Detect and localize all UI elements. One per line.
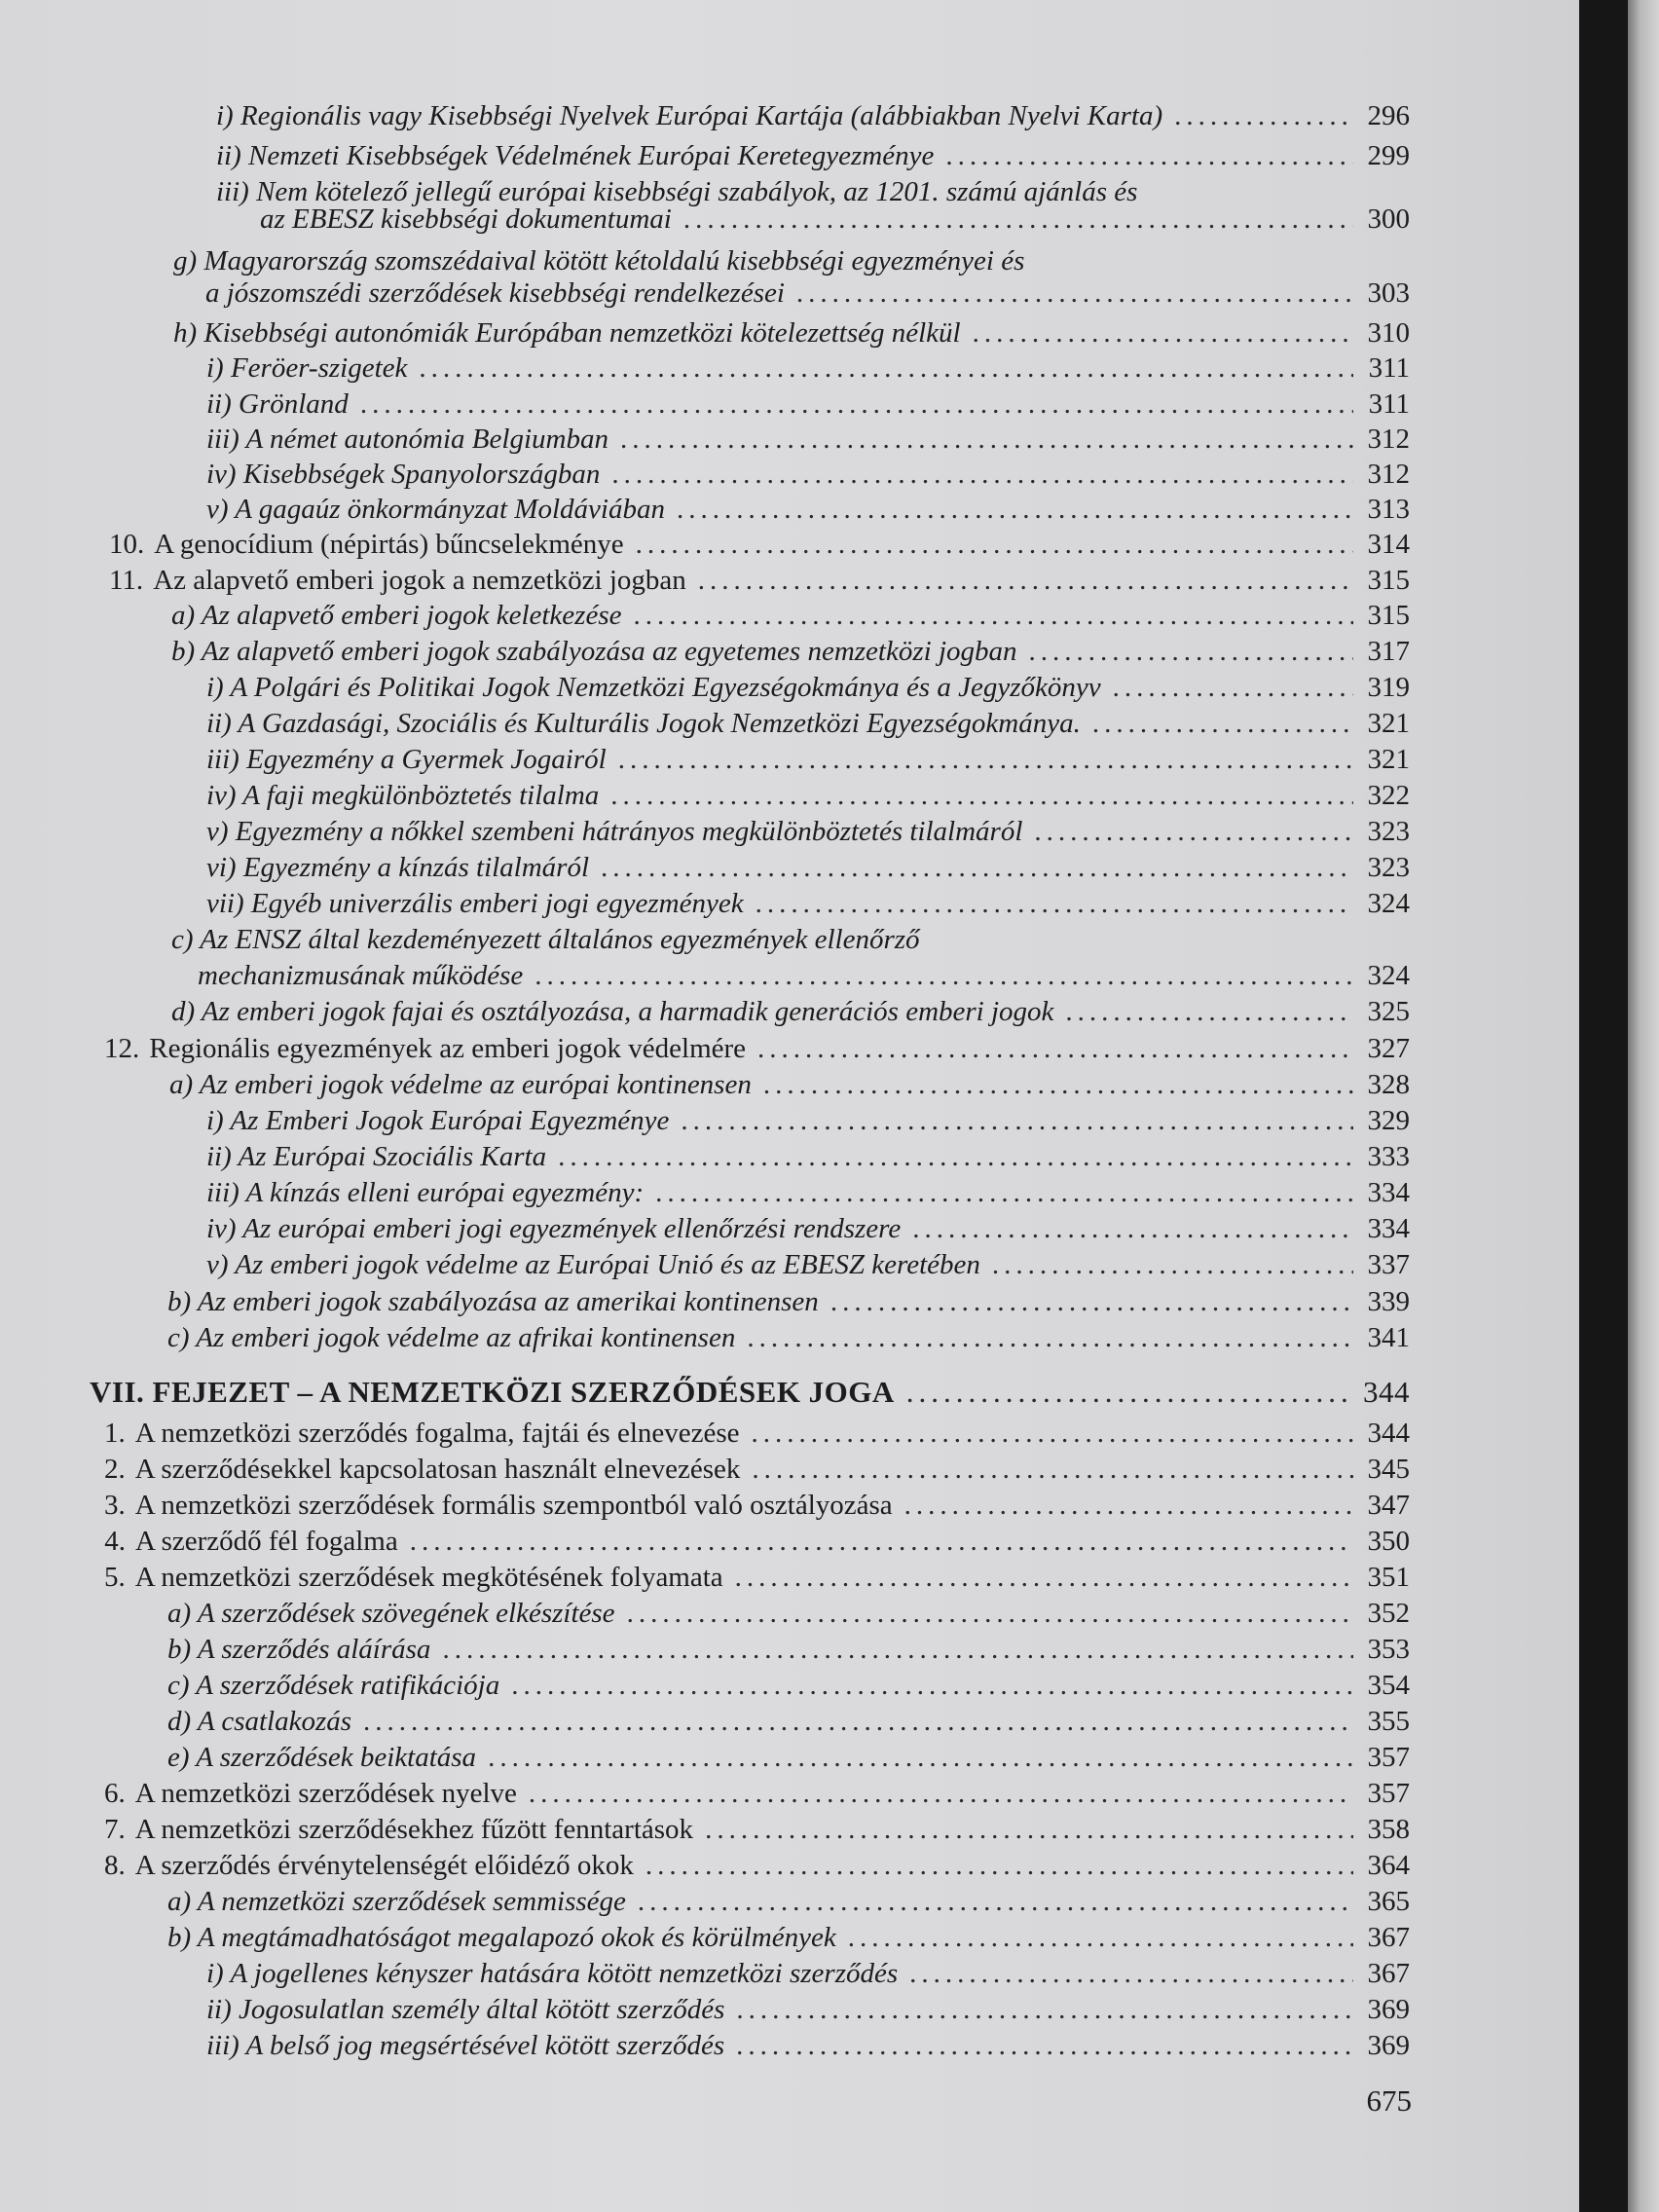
dot-leader [836, 1921, 1353, 1954]
chapter-heading [90, 1376, 1410, 1409]
toc-entry-title: A nemzetközi szerződések formális szempontból való osztályozása [134, 1490, 893, 1521]
toc-entry-page: 323 [1367, 816, 1410, 847]
toc-entry-page: 328 [1367, 1069, 1410, 1100]
dot-leader [1162, 99, 1353, 132]
toc-entry-title: A genocídium (népirtás) bűncselekménye [154, 529, 624, 560]
toc-entry-title: A nemzetközi szerződések nyelve [134, 1778, 517, 1809]
toc-entry [171, 995, 1410, 1028]
dot-leader [1053, 995, 1353, 1028]
dot-leader [898, 1957, 1353, 1990]
dot-leader [622, 599, 1354, 632]
toc-entry-page: 329 [1367, 1105, 1410, 1136]
toc-entry-page: 321 [1367, 708, 1410, 739]
toc-entry-title: iii) A német autonómia Belgiumban [206, 424, 608, 455]
toc-entry-page: 334 [1367, 1213, 1410, 1244]
dot-leader [589, 851, 1353, 884]
toc-entry-page: 369 [1367, 2030, 1410, 2061]
toc-entry-title: a) A szerződések szövegének elkészítése [167, 1598, 615, 1629]
toc-entry-title: i) Feröer-szigetek [206, 352, 408, 384]
toc-entry [104, 1417, 1410, 1450]
toc-entry-title: A nemzetközi szerződés fogalma, fajtái és elnevezése [134, 1418, 740, 1449]
toc-entry-title: iv) Kisebbségek Spanyolországban [206, 459, 601, 490]
toc-entry-page: 312 [1367, 459, 1410, 490]
toc-entry-number: 11. [109, 565, 144, 596]
toc-entry-title-continued: az EBESZ kisebbségi dokumentumai [260, 203, 672, 235]
dot-leader [517, 1777, 1353, 1810]
toc-entry [206, 1993, 1410, 2026]
toc-entry-title: v) A gagaúz önkormányzat Moldáviában [206, 494, 665, 525]
toc-entry-title: v) Egyezmény a nőkkel szembeni hátrányos megkülönböztetés tilalmáról [206, 816, 1023, 847]
toc-entry [206, 851, 1410, 884]
toc-entry-page: 327 [1367, 1033, 1410, 1064]
dot-leader [523, 959, 1353, 992]
toc-entry-number: 12. [104, 1033, 140, 1064]
toc-entry-title-continued: a jószomszédi szerződések kisebbségi rendelkezései [205, 277, 785, 309]
toc-entry [104, 1032, 1410, 1065]
toc-entry [206, 351, 1410, 385]
toc-entry-title: iii) Egyezmény a Gyermek Jogairól [206, 744, 607, 775]
toc-entry [167, 1597, 1410, 1630]
toc-entry [171, 599, 1410, 632]
toc-entry-number: 2. [104, 1454, 126, 1485]
dot-leader [723, 1561, 1353, 1594]
dot-leader [615, 1597, 1353, 1630]
toc-entry-number: 6. [104, 1778, 126, 1809]
toc-entry-title: e) A szerződések beiktatása [167, 1742, 477, 1773]
dot-leader [819, 1285, 1353, 1318]
toc-entry-page: 345 [1367, 1454, 1410, 1485]
toc-entry [206, 423, 1410, 456]
toc-entry-page: 358 [1367, 1814, 1410, 1845]
toc-entry-title: A szerződő fél fogalma [134, 1526, 398, 1557]
toc-entry-title: ii) Az Európai Szociális Karta [206, 1141, 547, 1172]
toc-entry-number: 1. [104, 1418, 126, 1449]
toc-entry [206, 671, 1410, 704]
toc-entry [109, 564, 1410, 597]
toc-entry-page: 324 [1367, 960, 1410, 991]
dot-leader [644, 1176, 1353, 1209]
dot-leader [724, 1993, 1353, 2026]
toc-entry-number: 7. [104, 1814, 126, 1845]
toc-entry-page: 350 [1367, 1526, 1410, 1557]
toc-entry-title: A szerződés érvénytelenségét előidéző okok [134, 1850, 634, 1881]
toc-entry-title: c) A szerződések ratifikációja [167, 1670, 500, 1701]
toc-entry [104, 1813, 1410, 1846]
dot-leader [430, 1633, 1353, 1666]
dot-leader [724, 2029, 1353, 2062]
toc-entry-title: b) Az emberi jogok szabályozása az amerikai kontinensen [167, 1286, 819, 1317]
toc-entry [206, 458, 1410, 491]
toc-entry-title: iii) A kínzás elleni európai egyezmény: [206, 1177, 645, 1208]
toc-entry-page: 354 [1367, 1670, 1410, 1701]
dot-leader [407, 351, 1353, 385]
toc-entry-page: 303 [1367, 277, 1410, 309]
toc-entry-title: ii) A Gazdasági, Szociális és Kulturális Jogok Nemzetközi Egyezségokmánya. [206, 708, 1081, 739]
toc-entry [206, 1957, 1410, 1990]
toc-entry-page: 355 [1367, 1706, 1410, 1737]
dot-leader [735, 1321, 1353, 1354]
dot-leader [669, 1104, 1353, 1137]
dot-leader [740, 1453, 1353, 1486]
toc-entry-title-continued: mechanizmusának működése [198, 960, 524, 991]
dot-leader [744, 887, 1353, 920]
toc-entry-number: 10. [109, 529, 145, 560]
toc-entry [167, 1921, 1410, 1954]
toc-entry-page: 341 [1367, 1322, 1410, 1353]
toc-entry-page: 315 [1367, 600, 1410, 631]
toc-entry-page: 319 [1367, 672, 1410, 703]
dot-leader [1101, 671, 1353, 704]
toc-entry [206, 387, 1410, 421]
toc-entry-page: 323 [1367, 852, 1410, 883]
toc-entry-page: 339 [1367, 1286, 1410, 1317]
toc-entry-title: ii) Nemzeti Kisebbségek Védelmének Európai Keretegyezménye [216, 140, 935, 171]
toc-entry-page: 322 [1367, 780, 1410, 811]
dot-leader [961, 316, 1353, 350]
toc-entry-page: 337 [1367, 1249, 1410, 1280]
toc-entry-page: 334 [1367, 1177, 1410, 1208]
toc-entry-title: iv) Az európai emberi jogi egyezmények ellenőrzési rendszere [206, 1213, 902, 1244]
toc-entry [167, 1321, 1410, 1354]
toc-entry-title: c) Az emberi jogok védelme az afrikai kontinensen [167, 1322, 736, 1353]
toc-entry-page: 312 [1367, 424, 1410, 455]
toc-entry [206, 2029, 1410, 2062]
toc-entry-title: b) A szerződés aláírása [167, 1634, 431, 1665]
toc-entry-page: 317 [1367, 636, 1410, 667]
toc-entry [206, 743, 1410, 776]
dot-leader [1022, 815, 1353, 848]
toc-entry-title: i) A Polgári és Politikai Jogok Nemzetközi Egyezségokmánya és a Jegyzőkönyv [206, 672, 1101, 703]
toc-entry-title: a) A nemzetközi szerződések semmissége [167, 1886, 626, 1917]
toc-entry [206, 493, 1410, 526]
toc-entry-title: iii) Nem kötelező jellegű európai kisebbségi szabályok, az 1201. számú ajánlás és [216, 176, 1138, 207]
toc-entry-page: 367 [1367, 1922, 1410, 1953]
dot-leader [901, 1212, 1353, 1245]
dot-leader [398, 1525, 1353, 1558]
chapter-title: VII. FEJEZET – A NEMZETKÖZI SZERZŐDÉSEK JOGA [90, 1375, 895, 1409]
toc-entry [167, 1705, 1410, 1738]
toc-entry-title: vi) Egyezmény a kínzás tilalmáról [206, 852, 590, 883]
toc-entry [171, 635, 1410, 668]
dot-leader [693, 1813, 1353, 1846]
toc-entry [104, 1849, 1410, 1882]
dot-leader [980, 1248, 1353, 1281]
toc-entry-title: h) Kisebbségi autonómiák Európában nemzetközi kötelezettség nélkül [173, 317, 961, 349]
toc-entry-title: Az alapvető emberi jogok a nemzetközi jogban [153, 565, 686, 596]
toc-entry-page: 325 [1367, 996, 1410, 1027]
toc-entry-title: v) Az emberi jogok védelme az Európai Unió és az EBESZ keretében [206, 1249, 980, 1280]
toc-entry-page: 367 [1367, 1958, 1410, 1989]
toc-entry-page: 357 [1367, 1742, 1410, 1773]
toc-entry-page: 310 [1367, 317, 1410, 349]
toc-entry [206, 1140, 1410, 1173]
toc-entry [216, 139, 1410, 172]
dot-leader [895, 1376, 1353, 1409]
dot-leader [740, 1417, 1353, 1450]
toc-entry-number: 3. [104, 1490, 126, 1521]
toc-entry-page: 311 [1368, 388, 1410, 420]
toc-entry-number: 4. [104, 1526, 126, 1557]
toc-entry [167, 1285, 1410, 1318]
toc-entry [206, 1212, 1410, 1245]
dot-leader [624, 528, 1353, 561]
page-edge [1628, 0, 1659, 2212]
toc-entry-page: 352 [1367, 1598, 1410, 1629]
toc-entry-title: a) Az alapvető emberi jogok keletkezése [171, 600, 622, 631]
toc-entry-page: 321 [1367, 744, 1410, 775]
toc-entry [167, 1741, 1410, 1774]
toc-entry-title: A nemzetközi szerződések megkötésének folyamata [134, 1562, 723, 1593]
toc-entry-title: A szerződésekkel kapcsolatosan használt elnevezések [134, 1454, 741, 1485]
toc-entry-title: iii) A belső jog megsértésével kötött szerződés [206, 2030, 725, 2061]
toc-entry-title: a) Az emberi jogok védelme az európai kontinensen [169, 1069, 752, 1100]
toc-entry-title: ii) Grönland [206, 388, 349, 420]
toc-entry-title: ii) Jogosulatlan személy által kötött szerződés [206, 1994, 725, 2025]
dot-leader [893, 1489, 1353, 1522]
book-binding [1579, 0, 1628, 2212]
toc-entry-title: i) A jogellenes kényszer hatására kötött nemzetközi szerződés [206, 1958, 899, 1989]
page-number: 675 [1366, 2083, 1412, 2118]
toc-entry-title: i) Regionális vagy Kisebbségi Nyelvek Európai Kartája (alábbiakban Nyelvi Karta) [216, 100, 1163, 131]
toc-entry [104, 1525, 1410, 1558]
toc-entry-title: d) Az emberi jogok fajai és osztályozása, a harmadik generációs emberi jogok [171, 996, 1054, 1027]
toc-entry-title: g) Magyarország szomszédaival kötött kétoldalú kisebbségi egyezményei és [173, 245, 1025, 276]
toc-entry-number: 5. [104, 1562, 126, 1593]
dot-leader [351, 1705, 1353, 1738]
toc-entry [216, 99, 1410, 132]
toc-entry-page: 324 [1367, 888, 1410, 919]
toc-entry-title: c) Az ENSZ által kezdeményezett általános egyezmények ellenőrző [171, 924, 920, 955]
dot-leader [607, 743, 1353, 776]
dot-leader [626, 1885, 1353, 1918]
chapter-page: 344 [1363, 1375, 1410, 1409]
toc-entry [198, 959, 1410, 992]
toc-entry-title: b) Az alapvető emberi jogok szabályozása az egyetemes nemzetközi jogban [171, 636, 1017, 667]
toc-entry [104, 1561, 1410, 1594]
toc-entry-title: A nemzetközi szerződésekhez fűzött fenntartások [134, 1814, 694, 1845]
dot-leader [546, 1140, 1353, 1173]
toc-entry-page: 299 [1367, 140, 1410, 171]
toc-entry [206, 1176, 1410, 1209]
toc-entry-page: 347 [1367, 1490, 1410, 1521]
dot-leader [785, 276, 1353, 310]
toc-entry-page: 369 [1367, 1994, 1410, 2025]
toc-entry [206, 887, 1410, 920]
toc-entry [206, 1104, 1410, 1137]
toc-entry-page: 364 [1367, 1850, 1410, 1881]
dot-leader [665, 493, 1353, 526]
dot-leader [476, 1741, 1353, 1774]
toc-entry-page: 311 [1368, 352, 1410, 384]
toc-entry [104, 1489, 1410, 1522]
toc-entry-title: vii) Egyéb univerzális emberi jogi egyezmények [206, 888, 744, 919]
dot-leader [499, 1669, 1353, 1702]
dot-leader [746, 1032, 1353, 1065]
toc-entry-title: d) A csatlakozás [167, 1706, 352, 1737]
toc-entry-page: 314 [1367, 529, 1410, 560]
dot-leader [599, 779, 1353, 812]
toc-entry-page: 315 [1367, 565, 1410, 596]
dot-leader [672, 203, 1353, 236]
toc-entry-page: 333 [1367, 1141, 1410, 1172]
toc-entry-title: Regionális egyezmények az emberi jogok védelmére [149, 1033, 747, 1064]
toc-entry [167, 1633, 1410, 1666]
toc-entry-page: 296 [1367, 100, 1410, 131]
dot-leader [1081, 707, 1353, 740]
dot-leader [752, 1068, 1353, 1101]
toc-entry-page: 365 [1367, 1886, 1410, 1917]
toc-entry [104, 1777, 1410, 1810]
toc-entry-page: 300 [1367, 203, 1410, 235]
toc-entry [173, 316, 1410, 350]
toc-entry [206, 1248, 1410, 1281]
toc-entry-title: b) A megtámadhatóságot megalapozó okok és körülmények [167, 1922, 836, 1953]
toc-entry-page: 344 [1367, 1418, 1410, 1449]
toc-entry [260, 203, 1410, 236]
toc-entry [109, 528, 1410, 561]
toc-entry-page: 357 [1367, 1778, 1410, 1809]
toc-entry-number: 8. [104, 1850, 126, 1881]
toc-entry [205, 276, 1410, 310]
toc-entry [206, 815, 1410, 848]
toc-entry [206, 707, 1410, 740]
toc-entry-title: iv) A faji megkülönböztetés tilalma [206, 780, 600, 811]
toc-entry [167, 1885, 1410, 1918]
toc-entry [169, 1068, 1410, 1101]
toc-entry-page: 313 [1367, 494, 1410, 525]
toc-entry-page: 351 [1367, 1562, 1410, 1593]
toc-entry [104, 1453, 1410, 1486]
dot-leader [608, 423, 1353, 456]
dot-leader [686, 564, 1353, 597]
dot-leader [934, 139, 1353, 172]
toc-entry-page: 353 [1367, 1634, 1410, 1665]
dot-leader [1017, 635, 1354, 668]
toc-entry [206, 779, 1410, 812]
dot-leader [349, 387, 1353, 421]
dot-leader [634, 1849, 1353, 1882]
dot-leader [600, 458, 1353, 491]
toc-entry [167, 1669, 1410, 1702]
toc-entry-title: i) Az Emberi Jogok Európai Egyezménye [206, 1105, 670, 1136]
